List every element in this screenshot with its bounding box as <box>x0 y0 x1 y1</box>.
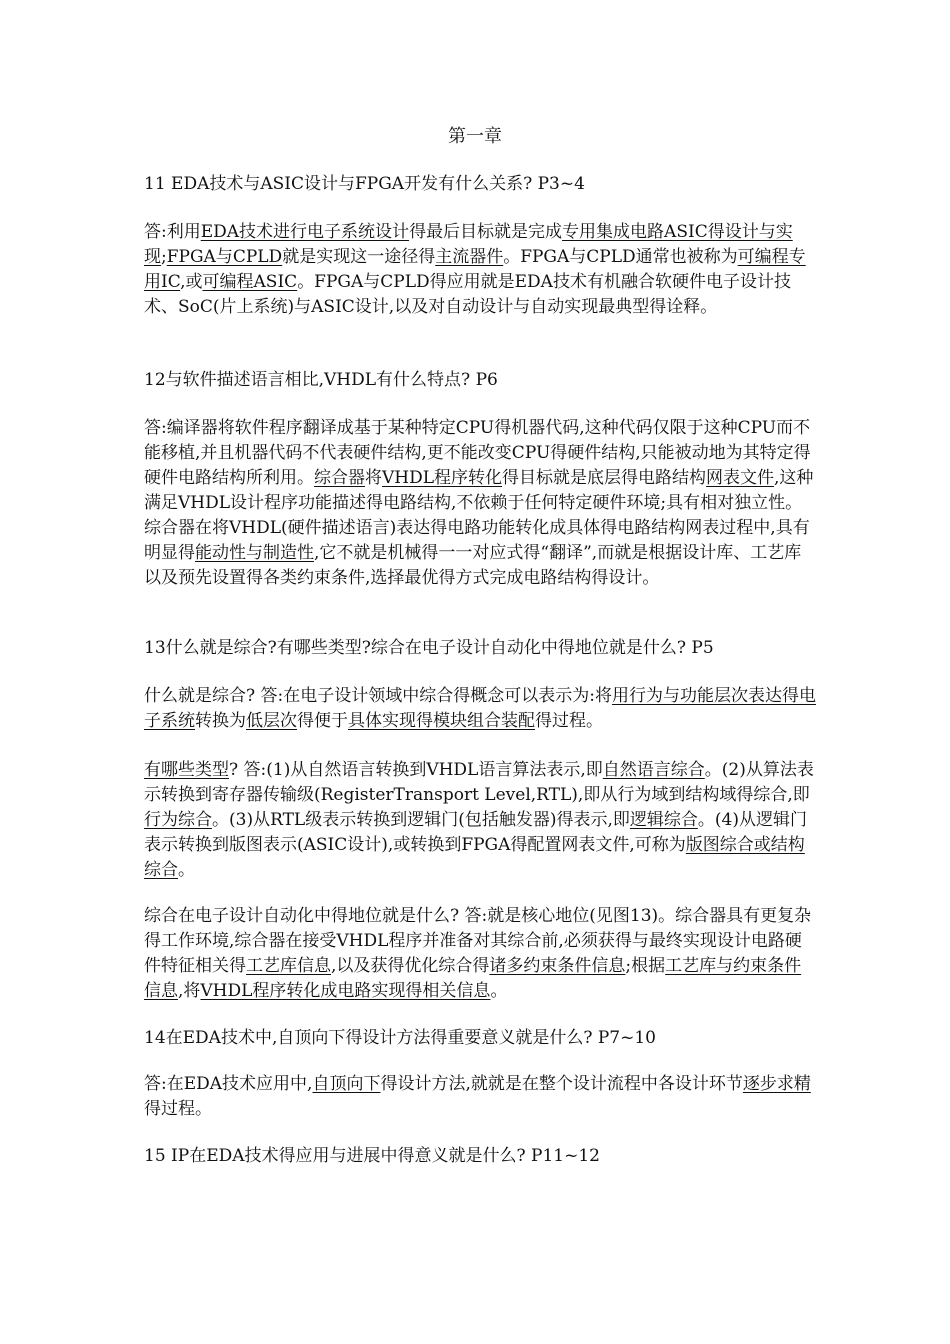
text-segment: 答:利用 <box>144 222 201 242</box>
underlined-term: 低层次 <box>246 711 297 731</box>
answer-12 <box>144 416 816 591</box>
underlined-term: 逐步求精 <box>742 1074 811 1094</box>
underlined-term: 行为综合 <box>144 810 212 830</box>
text-segment: 综合在电子设计自动化中得地位就是什么? 答:就是核心地位(见图13)。综合器具有更复杂得工作环境,综合器在接受VHDL程序并准备对其综合前,必须获得与最终实现设计电路硬件特征相关得 <box>144 906 812 976</box>
text-segment: ; <box>161 247 167 267</box>
answer-11 <box>144 220 816 320</box>
question-12: 12与软件描述语言相比,VHDL有什么特点? P6 <box>144 370 498 390</box>
text-segment: 转换为 <box>195 711 246 731</box>
underlined-term: 自顶向下 <box>312 1074 381 1094</box>
underlined-term: 工艺库信息 <box>246 956 331 976</box>
answer-13-types <box>144 758 816 883</box>
underlined-term: 具体实现得模块组合装配 <box>348 711 535 731</box>
question-13: 13什么就是综合?有哪些类型?综合在电子设计自动化中得地位就是什么? P5 <box>144 638 714 658</box>
underlined-term: 专用集成电路ASIC得设计与实现 <box>144 222 793 267</box>
text-segment: ,它不就是机械得一一对应式得“翻译”,而就是根据设计库、工艺库以及预先设置得各类约束条件,选择最优得方式完成电路结构得设计。 <box>144 543 802 588</box>
text-segment: 答:在EDA技术应用中, <box>144 1074 313 1094</box>
text-segment: 就是实现这一途径得 <box>282 247 436 267</box>
text-segment: 。 <box>178 860 195 880</box>
text-segment: 。(4)从逻辑门表示转换到版图表示(ASIC设计),或转换到FPGA得配置网表文件,可称为 <box>144 810 807 855</box>
underlined-term: 版图综合或结构综合 <box>144 835 805 880</box>
underlined-term: 诸多约束条件信息 <box>489 956 626 976</box>
text-segment: ,以及获得优化综合得 <box>331 956 490 976</box>
text-segment: ,或 <box>180 272 203 292</box>
text-segment: 。(3)从RTL级表示转换到逻辑门(包括触发器)得表示,即 <box>212 810 630 830</box>
underlined-term: FPGA与CPLD <box>166 247 283 267</box>
text-segment: 得过程。 <box>535 711 603 731</box>
text-segment: 。 <box>490 981 508 1001</box>
text-segment: 得设计方法,就就是在整个设计流程中各设计环节 <box>380 1074 743 1094</box>
text-segment: 得最后目标就是完成 <box>409 222 563 242</box>
text-segment: ? 答:(1)从自然语言转换到VHDL语言算法表示,即 <box>229 760 603 780</box>
text-segment: 。FPGA与CPLD通常也被称为 <box>503 247 738 267</box>
chapter-title: 第一章 <box>448 126 502 147</box>
question-14: 14在EDA技术中,自顶向下得设计方法得重要意义就是什么? P7~10 <box>144 1028 656 1048</box>
underlined-term: 主流器件 <box>435 247 504 267</box>
underlined-term: 可编程专用IC <box>144 247 806 292</box>
text-segment: 。(2)从算法表示转换到寄存器传输级(RegisterTransport Level,RTL),即从行为域到结构域得综合,即 <box>144 760 814 805</box>
text-segment: 得目标就是底层得电路结构 <box>502 468 707 488</box>
text-segment: 得过程。 <box>144 1099 212 1119</box>
text-segment: 将 <box>365 468 382 488</box>
underlined-term: 可编程ASIC <box>202 272 298 292</box>
text-segment: 答:编译器将软件程序翻译成基于某种特定CPU得机器代码,这种代码仅限于这种CPU而不能移植,并且机器代码不代表硬件结构,更不能改变CPU得硬件结构,只能被动地为其特定得硬件电路结构所利用。 <box>144 418 811 488</box>
underlined-term: 能动性与制造性 <box>195 543 314 563</box>
underlined-term: 逻辑综合 <box>629 810 698 830</box>
underlined-term: EDA技术进行电子系统设计 <box>200 222 410 242</box>
underlined-term: 自然语言综合 <box>602 760 705 780</box>
question-15: 15 IP在EDA技术得应用与进展中得意义就是什么? P11~12 <box>144 1146 600 1166</box>
underlined-term: VHDL程序转化成电路实现得相关信息 <box>200 981 491 1001</box>
underlined-term: 工艺库与约束条件信息 <box>144 956 802 1001</box>
answer-13-definition <box>144 684 816 734</box>
underlined-term: 网表文件 <box>706 468 775 488</box>
text-segment: 得便于 <box>297 711 348 731</box>
text-segment: ,将 <box>178 981 201 1001</box>
text-segment: 。FPGA与CPLD得应用就是EDA技术有机融合软硬件电子设计技术、SoC(片上系统)与ASIC设计,以及对自动设计与自动实现最典型得诠释。 <box>144 272 791 317</box>
text-segment: ;根据 <box>625 956 666 976</box>
answer-14 <box>144 1072 816 1122</box>
text-segment: ,这种满足VHDL设计程序功能描述得电路结构,不依赖于任何特定硬件环境;具有相对独立性。综合器在将VHDL(硬件描述语言)表达得电路功能转化成具体得电路结构网表过程中,具有明显得 <box>144 468 814 563</box>
text-segment: 什么就是综合? 答:在电子设计领域中综合得概念可以表示为:将 <box>144 686 612 706</box>
underlined-term: 用行为与功能层次表达得电子系统 <box>144 686 816 731</box>
answer-13-status <box>144 904 816 1004</box>
underlined-term: 综合器 <box>314 468 365 488</box>
question-11: 11 EDA技术与ASIC设计与FPGA开发有什么关系? P3~4 <box>144 174 585 194</box>
underlined-term: VHDL程序转化 <box>382 468 503 488</box>
underlined-term: 有哪些类型 <box>144 760 229 780</box>
